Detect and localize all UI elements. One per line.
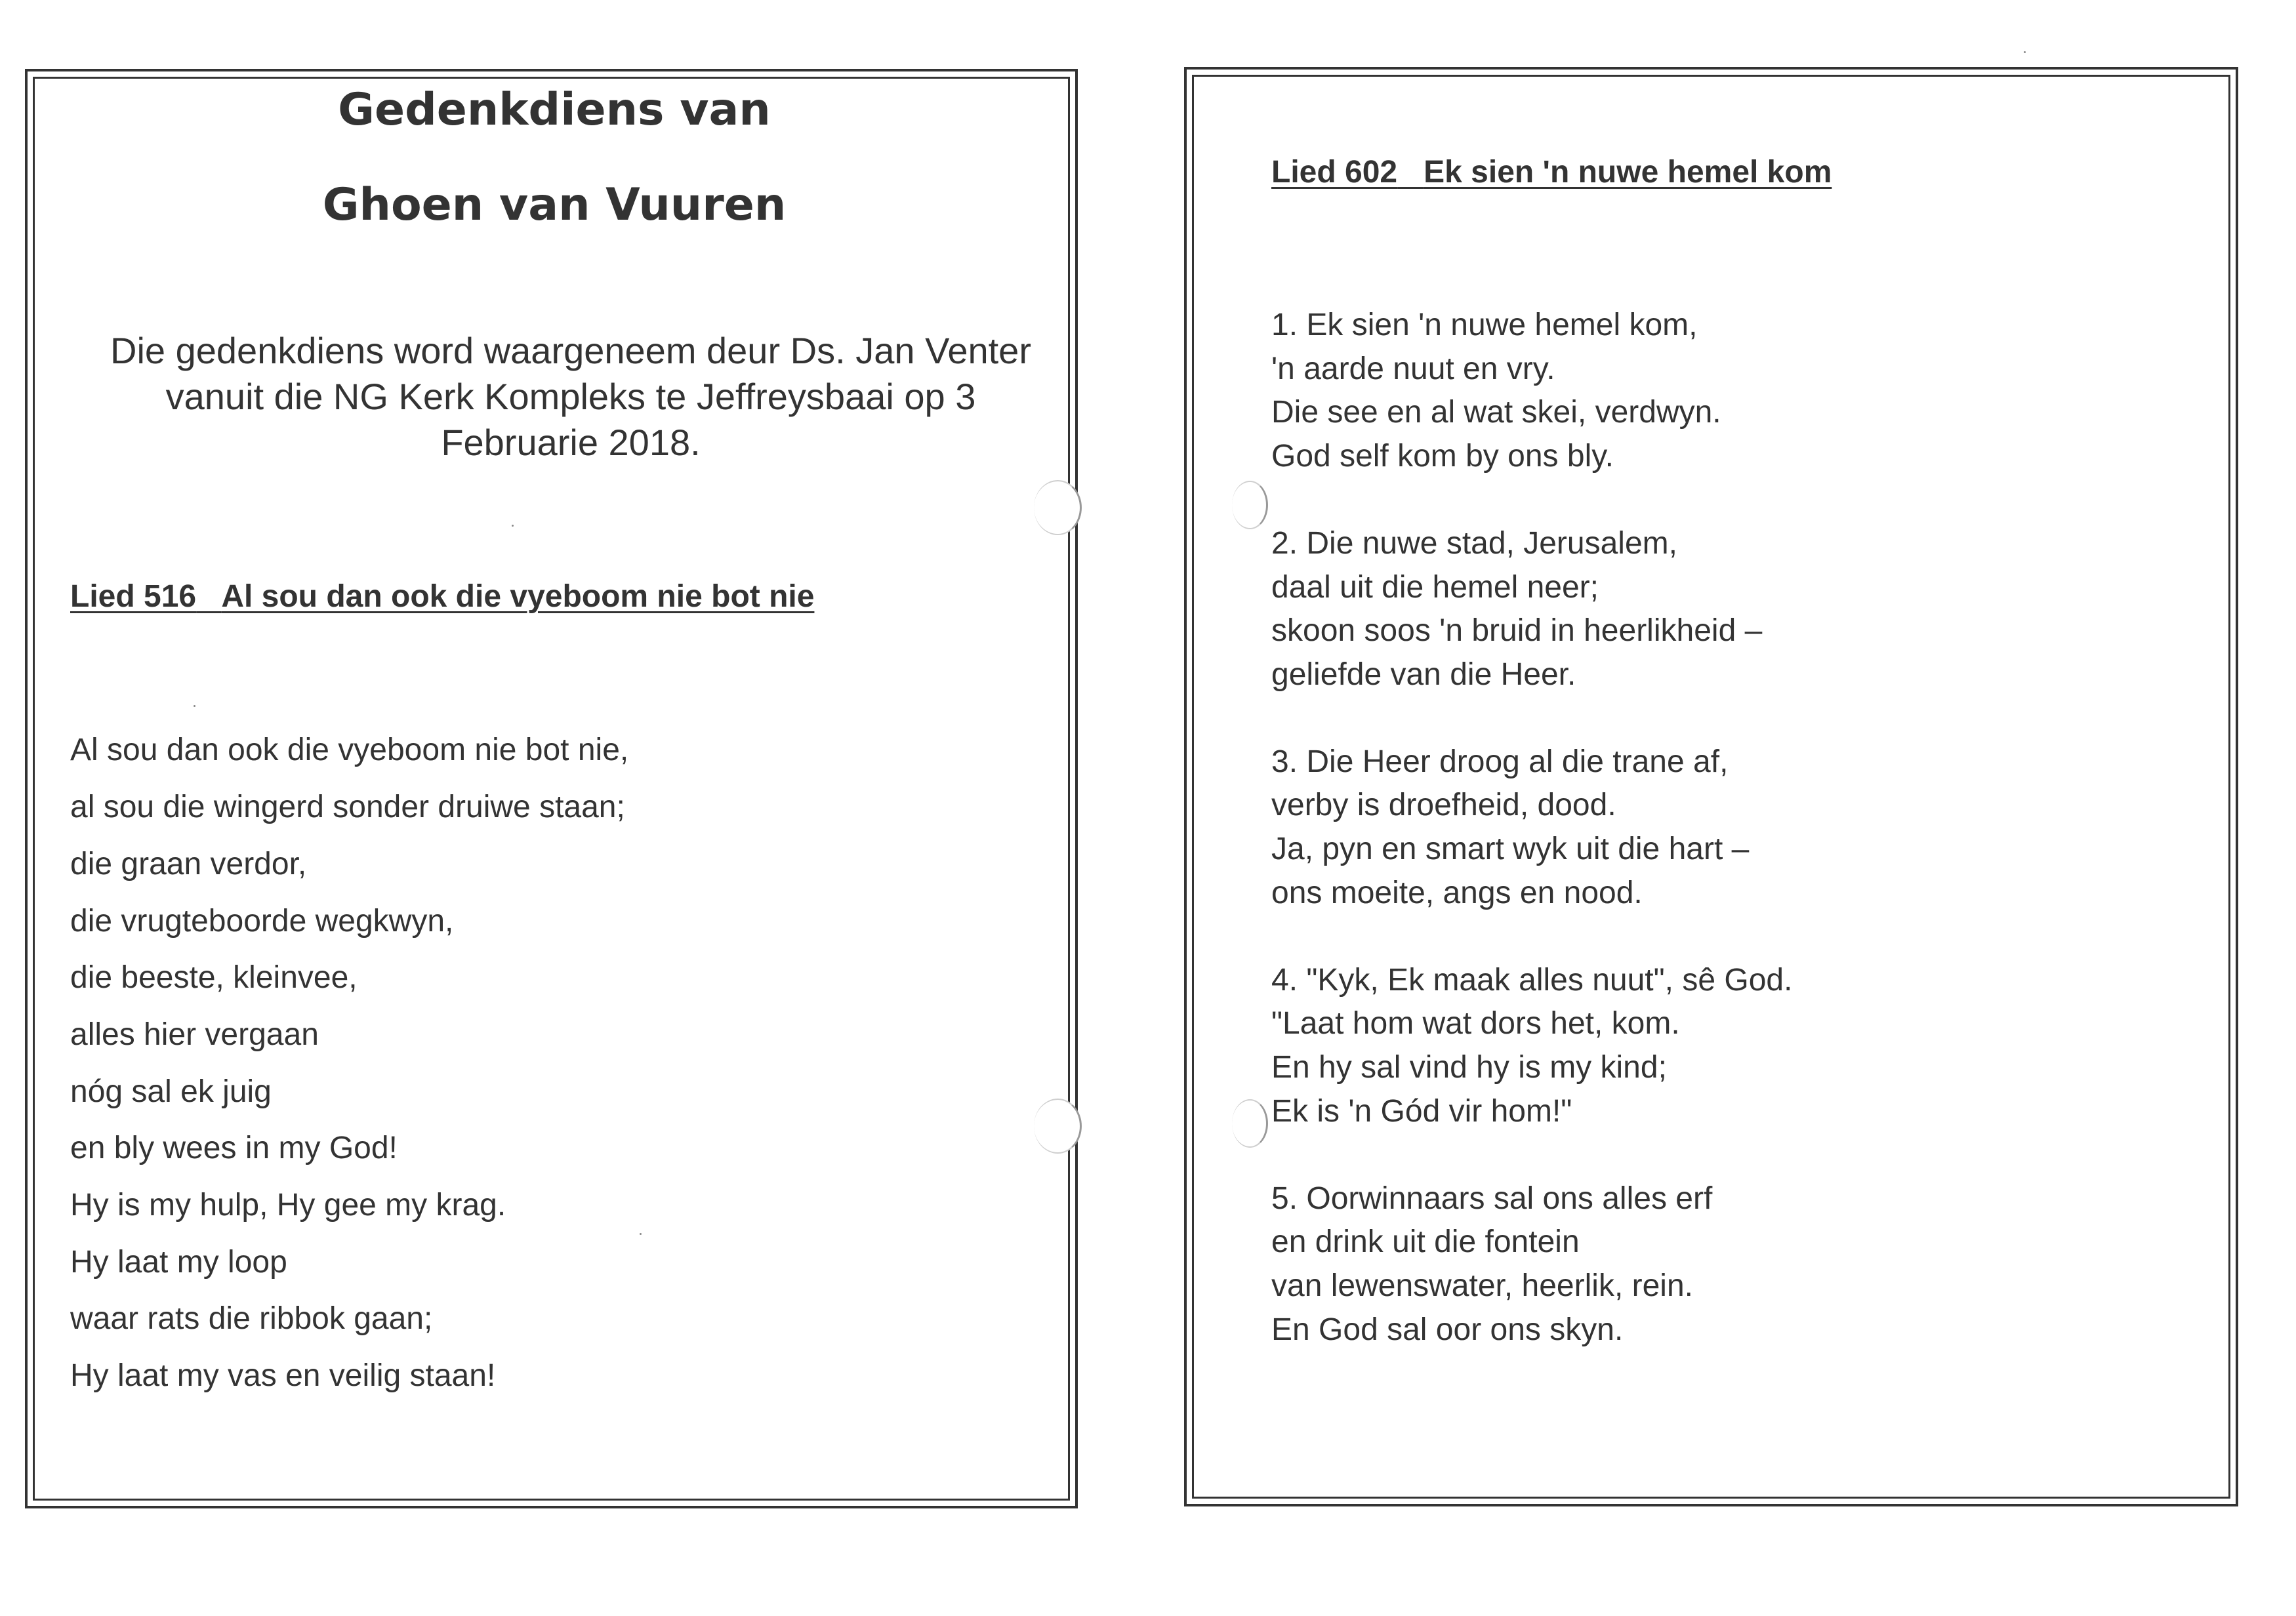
scan-speck <box>194 705 195 707</box>
verse-line: geliefde van die Heer. <box>1271 657 1576 692</box>
intro-line: Die gedenkdiens word waargeneem deur Ds. Jan Venter <box>110 330 1031 371</box>
song-516-heading <box>70 578 814 615</box>
verse-line: skoon soos 'n bruid in heerlikheid – <box>1271 613 1763 648</box>
lyric-line: die graan verdor, <box>70 847 307 881</box>
lyric-line: nóg sal ek juig <box>70 1074 272 1109</box>
scan-speck <box>2024 51 2026 53</box>
scan-speck <box>512 525 514 527</box>
intro-line: Februarie 2018. <box>441 422 701 463</box>
verse-line: 'n aarde nuut en vry. <box>1271 352 1555 386</box>
verse-line: 2. Die nuwe stad, Jerusalem, <box>1271 526 1677 561</box>
memorial-title: Gedenkdiens van <box>338 84 771 136</box>
verse-line: God self kom by ons bly. <box>1271 439 1614 474</box>
verse-line: En hy sal vind hy is my kind; <box>1271 1050 1667 1085</box>
verse-line: Ek is 'n Gód vir hom!" <box>1271 1094 1572 1129</box>
verse-line: en drink uit die fontein <box>1271 1224 1580 1259</box>
lyric-line: Hy laat my loop <box>70 1245 287 1280</box>
punch-hole-mark <box>1232 481 1268 529</box>
punch-hole-mark <box>1034 1099 1082 1154</box>
verse-line: "Laat hom wat dors het, kom. <box>1271 1006 1680 1041</box>
lyric-line: Hy laat my vas en veilig staan! <box>70 1358 496 1393</box>
punch-hole-mark <box>1232 1099 1268 1148</box>
lyric-line: alles hier vergaan <box>70 1017 319 1052</box>
verse-line: daal uit die hemel neer; <box>1271 570 1599 605</box>
verse-line: van lewenswater, heerlik, rein. <box>1271 1268 1693 1303</box>
verse-line: En God sal oor ons skyn. <box>1271 1312 1624 1347</box>
verse-line: Ja, pyn en smart wyk uit die hart – <box>1271 832 1750 866</box>
lyric-line: waar rats die ribbok gaan; <box>70 1301 433 1336</box>
verse-line: 5. Oorwinnaars sal ons alles erf <box>1271 1181 1713 1216</box>
intro-line: vanuit die NG Kerk Kompleks te Jeffreysbaai op 3 <box>165 376 976 417</box>
lyric-line: die vrugteboorde wegkwyn, <box>70 904 454 939</box>
deceased-name: Ghoen van Vuuren <box>322 179 787 231</box>
verse-line: Die see en al wat skei, verdwyn. <box>1271 395 1721 430</box>
song-title: Al sou dan ook die vyeboom nie bot nie <box>221 579 815 614</box>
song-602-heading <box>1271 154 1832 190</box>
verse-line: 3. Die Heer droog al die trane af, <box>1271 744 1729 779</box>
lyric-line: Al sou dan ook die vyeboom nie bot nie, <box>70 733 629 767</box>
verse-line: 1. Ek sien 'n nuwe hemel kom, <box>1271 308 1698 342</box>
punch-hole-mark <box>1034 480 1082 535</box>
song-number: Lied 516 <box>70 579 197 614</box>
lyric-line: al sou die wingerd sonder druiwe staan; <box>70 790 625 824</box>
lyric-line: Hy is my hulp, Hy gee my krag. <box>70 1188 506 1222</box>
verse-line: ons moeite, angs en nood. <box>1271 876 1643 910</box>
service-intro <box>59 328 1082 466</box>
lyric-line: en bly wees in my God! <box>70 1131 398 1165</box>
song-number: Lied 602 <box>1271 155 1398 190</box>
verse-line: verby is droefheid, dood. <box>1271 788 1616 822</box>
verse-line: 4. "Kyk, Ek maak alles nuut", sê God. <box>1271 963 1793 998</box>
lyric-line: die beeste, kleinvee, <box>70 960 358 995</box>
scan-speck <box>640 1233 642 1235</box>
song-title: Ek sien 'n nuwe hemel kom <box>1424 155 1832 190</box>
